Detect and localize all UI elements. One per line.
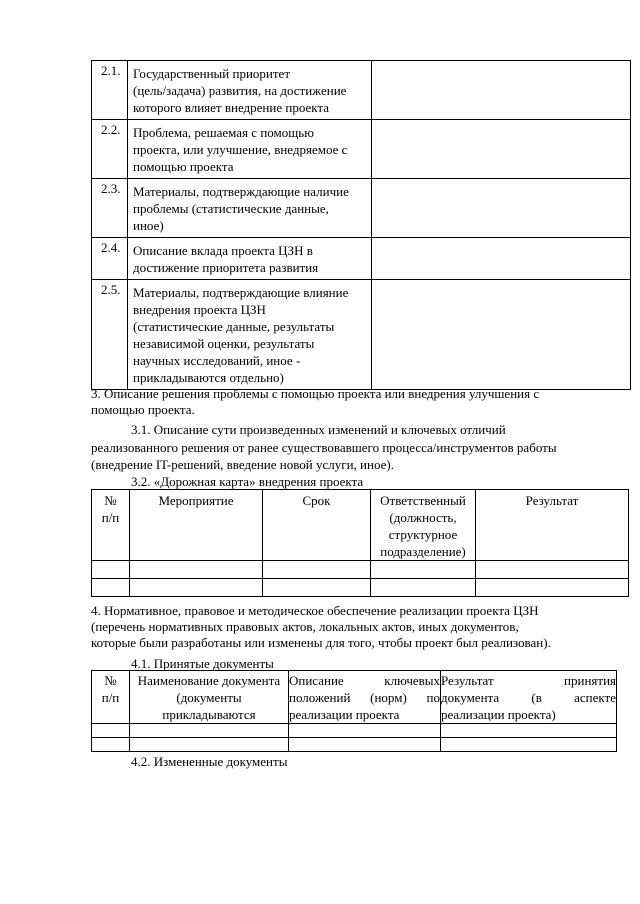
header-cell-result: Результат xyxy=(476,490,629,561)
header-cell-key-provisions: Описание ключевых положений (норм) по реализации проекта xyxy=(289,671,441,724)
row-description-line: проблемы (статистические данные, xyxy=(133,201,329,216)
roadmap-header-row xyxy=(92,490,629,561)
table-cell[interactable] xyxy=(371,561,476,579)
section4-heading-line: которые были разработаны или изменены для того, чтобы проект был реализован). xyxy=(91,635,551,650)
row-value-cell[interactable] xyxy=(372,61,631,120)
row-description-line: иное) xyxy=(133,218,164,233)
row-value-cell[interactable] xyxy=(372,179,631,238)
row-description-line: Материалы, подтверждающие наличие xyxy=(133,184,349,199)
section3-heading-line: помощью проекта. xyxy=(91,402,195,417)
section4-heading-line: 4. Нормативное, правовое и методическое обеспечение реализации проекта ЦЗН xyxy=(91,603,539,618)
roadmap-table xyxy=(91,489,629,597)
row-number: 2.1. xyxy=(92,61,128,120)
row-number: 2.3. xyxy=(92,179,128,238)
row-description-line: достижение приоритета развития xyxy=(133,260,319,275)
row-description xyxy=(128,61,372,120)
row-description-line: помощью проекта xyxy=(133,159,234,174)
table-row xyxy=(92,179,631,238)
table-row xyxy=(92,738,617,752)
table-cell[interactable] xyxy=(130,724,289,738)
table-cell[interactable] xyxy=(289,738,441,752)
row-description-line: (цель/задача) развития, на достижение xyxy=(133,83,347,98)
row-description xyxy=(128,120,372,179)
row-description-line: Проблема, решаемая с помощью xyxy=(133,125,314,140)
table-cell[interactable] xyxy=(441,724,617,738)
row-description-line: независимой оценки, результаты xyxy=(133,336,315,351)
table-cell[interactable] xyxy=(130,738,289,752)
row-description-line: которого влияет внедрение проекта xyxy=(133,100,329,115)
docs-header-row xyxy=(92,671,617,724)
header-cell-num: № п/п xyxy=(92,671,130,724)
header-cell-responsible: Ответственный (должность, структурное подразделение) xyxy=(371,490,476,561)
section4-heading-line: (перечень нормативных правовых актов, локальных актов, иных документов, xyxy=(91,619,519,634)
table-cell[interactable] xyxy=(476,579,629,597)
row-value-cell[interactable] xyxy=(372,238,631,280)
section2-table xyxy=(91,60,631,390)
table-cell[interactable] xyxy=(371,579,476,597)
table-cell[interactable] xyxy=(289,724,441,738)
paragraph-3-1-line: реализованного решения от ранее существовавшего процесса/инструментов работы xyxy=(91,439,557,455)
table-row xyxy=(92,120,631,179)
row-number: 2.4. xyxy=(92,238,128,280)
row-description xyxy=(128,280,372,390)
row-number: 2.2. xyxy=(92,120,128,179)
table-row xyxy=(92,579,629,597)
table-cell[interactable] xyxy=(130,561,263,579)
table-row xyxy=(92,238,631,280)
changed-docs-title: 4.2. Измененные документы xyxy=(131,754,288,769)
row-description-line: (статистические данные, результаты xyxy=(133,319,335,334)
header-cell-num: № п/п xyxy=(92,490,130,561)
row-description xyxy=(128,238,372,280)
roadmap-title: 3.2. «Дорожная карта» внедрения проекта xyxy=(131,474,364,489)
section4-heading xyxy=(91,603,551,651)
table-cell[interactable] xyxy=(92,724,130,738)
header-cell-term: Срок xyxy=(263,490,371,561)
paragraph-3-1-line: 3.1. Описание сути произведенных изменений и ключевых отличий xyxy=(131,422,506,437)
section3-heading xyxy=(91,386,539,418)
table-cell[interactable] xyxy=(263,579,371,597)
row-description-line: проекта, или улучшение, внедряемое с xyxy=(133,142,348,157)
paragraph-3-1-line: (внедрение IT-решений, введение новой услуги, иное). xyxy=(91,457,394,472)
row-value-cell[interactable] xyxy=(372,120,631,179)
table-cell[interactable] xyxy=(130,579,263,597)
row-description-line: внедрения проекта ЦЗН xyxy=(133,302,266,317)
row-description-line: прикладываются отдельно) xyxy=(133,370,284,385)
row-description-line: Материалы, подтверждающие влияние xyxy=(133,285,349,300)
row-description-line: научных исследований, иное - xyxy=(133,353,301,368)
header-cell-adoption-result: Результат принятия документа (в аспекте реализации проекта) xyxy=(441,671,617,724)
table-cell[interactable] xyxy=(92,561,130,579)
table-cell[interactable] xyxy=(92,579,130,597)
table-cell[interactable] xyxy=(92,738,130,752)
row-description-line: Государственный приоритет xyxy=(133,66,291,81)
table-cell[interactable] xyxy=(476,561,629,579)
accepted-docs-title: 4.1. Принятые документы xyxy=(131,656,274,671)
accepted-docs-table xyxy=(91,670,617,752)
row-value-cell[interactable] xyxy=(372,280,631,390)
paragraph-3-1 xyxy=(91,421,557,474)
table-row xyxy=(92,61,631,120)
section3-heading-line: 3. Описание решения проблемы с помощью проекта или внедрения улучшения с xyxy=(91,386,540,401)
table-cell[interactable] xyxy=(263,561,371,579)
header-cell-doc-name: Наименование документа (документы прикладываются xyxy=(130,671,289,724)
row-description-line: Описание вклада проекта ЦЗН в xyxy=(133,243,313,258)
table-row xyxy=(92,724,617,738)
row-description xyxy=(128,179,372,238)
table-row xyxy=(92,561,629,579)
header-cell-event: Мероприятие xyxy=(130,490,263,561)
table-row xyxy=(92,280,631,390)
table-cell[interactable] xyxy=(441,738,617,752)
row-number: 2.5. xyxy=(92,280,128,390)
